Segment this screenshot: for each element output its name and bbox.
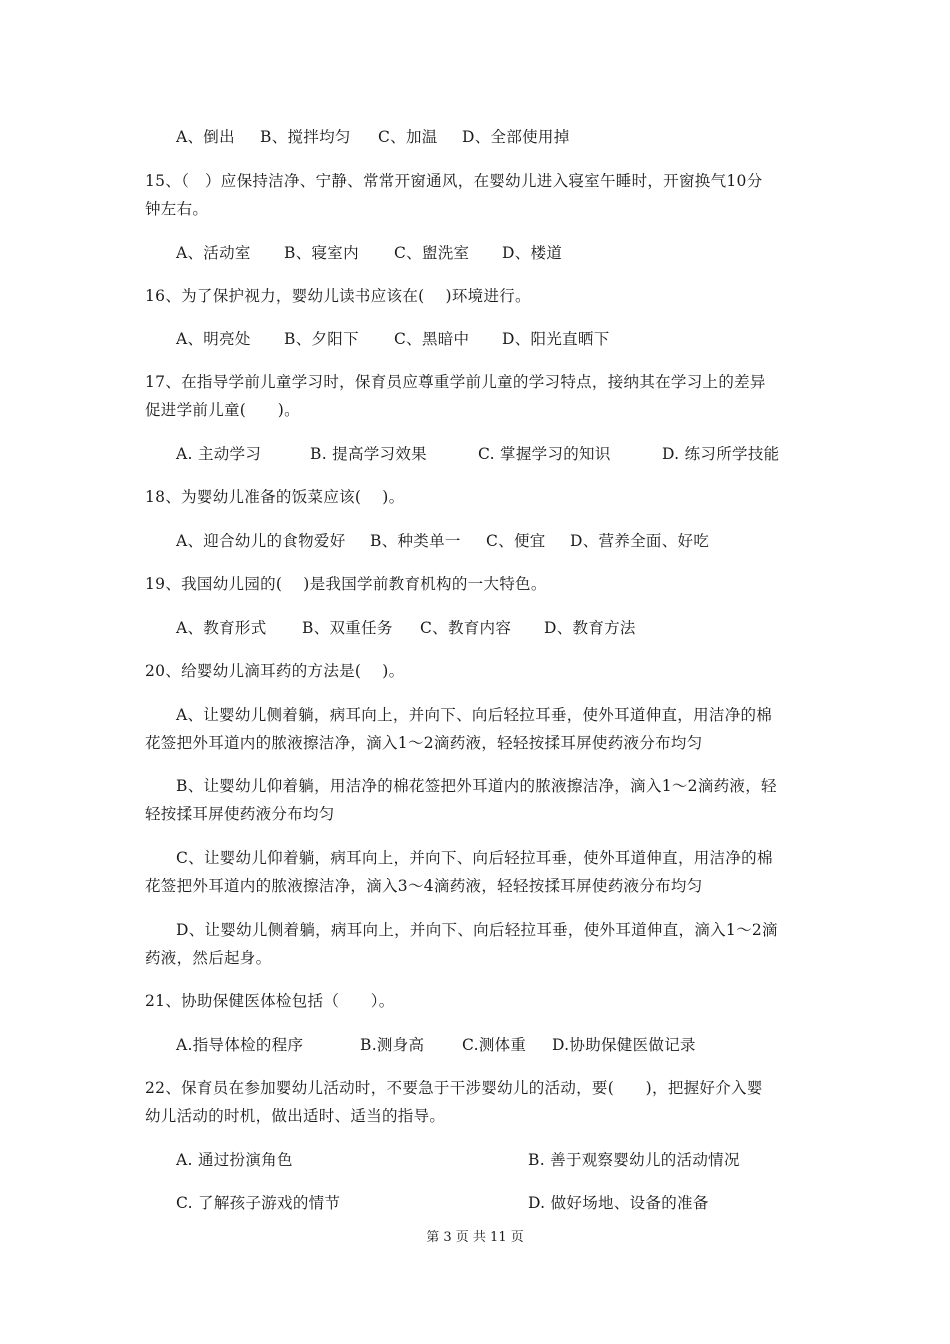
q22-option-b: B. 善于观察婴幼儿的活动情况 <box>528 1151 740 1169</box>
q14-options <box>176 127 826 147</box>
q22-option-a: A. 通过扮演角色 <box>176 1151 293 1169</box>
q18-option-c: C、便宜 <box>486 532 546 550</box>
q16-option-a: A、明亮处 <box>176 330 251 348</box>
q15-options <box>176 243 826 263</box>
q19-option-c: C、教育内容 <box>420 619 512 637</box>
q17-text-line2: 促进学前儿童( )。 <box>145 401 300 419</box>
q16-option-b: B、夕阳下 <box>284 330 359 348</box>
q22-text-line2: 幼儿活动的时机，做出适时、适当的指导。 <box>145 1107 446 1125</box>
q15-option-a: A、活动室 <box>176 244 251 262</box>
q16-text: 16、为了保护视力，婴幼儿读书应该在( )环境进行。 <box>145 287 531 305</box>
q18-option-d: D、营养全面、好吃 <box>570 532 710 550</box>
q20-option-d-line2: 药液，然后起身。 <box>145 949 272 967</box>
q20-option-b-line1: B、让婴幼儿仰着躺，用洁净的棉花签把外耳道内的脓液擦洁净，滴入1～2滴药液，轻 <box>176 777 777 795</box>
q22-options-row1 <box>176 1150 826 1170</box>
q20-option-d-line1: D、让婴幼儿侧着躺，病耳向上，并向下、向后轻拉耳垂，使外耳道伸直，滴入1～2滴 <box>176 921 778 939</box>
q22-text-line1: 22、保育员在参加婴幼儿活动时，不要急于干涉婴幼儿的活动，要( )，把握好介入婴 <box>145 1079 763 1097</box>
q19-option-b: B、双重任务 <box>302 619 393 637</box>
q15-option-d: D、楼道 <box>502 244 563 262</box>
q17-option-d: D. 练习所学技能 <box>662 445 780 463</box>
page-number-footer: 第 3 页 共 11 页 <box>426 1230 524 1245</box>
q15-text-line1: 15、（ ）应保持洁净、宁静、常常开窗通风，在婴幼儿进入寝室午睡时，开窗换气10分 <box>145 172 763 190</box>
q21-option-d: D.协助保健医做记录 <box>552 1036 696 1054</box>
q20-option-b-line2: 轻按揉耳屏使药液分布均匀 <box>145 805 335 823</box>
q16-options <box>176 329 826 349</box>
q18-options <box>176 531 826 551</box>
q15-option-c: C、盥洗室 <box>394 244 470 262</box>
q16-option-c: C、黑暗中 <box>394 330 470 348</box>
q14-option-c: C、加温 <box>378 128 438 146</box>
q19-text: 19、我国幼儿园的( )是我国学前教育机构的一大特色。 <box>145 575 547 593</box>
q20-text: 20、给婴幼儿滴耳药的方法是( )。 <box>145 662 405 680</box>
q17-option-c: C. 掌握学习的知识 <box>478 445 611 463</box>
q14-option-d: D、全部使用掉 <box>462 128 570 146</box>
q14-option-b: B、搅拌均匀 <box>260 128 351 146</box>
q18-option-b: B、种类单一 <box>370 532 461 550</box>
q20-option-c-line2: 花签把外耳道内的脓液擦洁净，滴入3～4滴药液，轻轻按揉耳屏使药液分布均匀 <box>145 877 703 895</box>
q22-option-c: C. 了解孩子游戏的情节 <box>176 1194 341 1212</box>
q22-options-row2 <box>176 1193 826 1213</box>
q17-option-b: B. 提高学习效果 <box>310 445 427 463</box>
q20-option-a-line1: A、让婴幼儿侧着躺，病耳向上，并向下、向后轻拉耳垂，使外耳道伸直，用洁净的棉 <box>176 706 773 724</box>
q15-text-line2: 钟左右。 <box>145 200 209 218</box>
q21-option-a: A.指导体检的程序 <box>176 1036 304 1054</box>
q21-option-b: B.测身高 <box>360 1036 425 1054</box>
q20-option-c-line1: C、让婴幼儿仰着躺，病耳向上，并向下、向后轻拉耳垂，使外耳道伸直，用洁净的棉 <box>176 849 773 867</box>
q19-options <box>176 618 826 638</box>
q17-options <box>176 444 826 464</box>
q15-option-b: B、寝室内 <box>284 244 359 262</box>
q17-option-a: A. 主动学习 <box>176 445 262 463</box>
q14-option-a: A、倒出 <box>176 128 235 146</box>
q19-option-a: A、教育形式 <box>176 619 267 637</box>
q21-options <box>176 1035 826 1055</box>
q22-option-d: D. 做好场地、设备的准备 <box>528 1194 709 1212</box>
q18-text: 18、为婴幼儿准备的饭菜应该( )。 <box>145 488 405 506</box>
q17-text-line1: 17、在指导学前儿童学习时，保育员应尊重学前儿童的学习特点，接纳其在学习上的差异 <box>145 373 766 391</box>
q21-text: 21、协助保健医体检包括（ ）。 <box>145 992 395 1010</box>
q16-option-d: D、阳光直晒下 <box>502 330 610 348</box>
q20-option-a-line2: 花签把外耳道内的脓液擦洁净，滴入1～2滴药液，轻轻按揉耳屏使药液分布均匀 <box>145 734 703 752</box>
q21-option-c: C.测体重 <box>462 1036 527 1054</box>
q18-option-a: A、迎合幼儿的食物爱好 <box>176 532 346 550</box>
q19-option-d: D、教育方法 <box>544 619 636 637</box>
